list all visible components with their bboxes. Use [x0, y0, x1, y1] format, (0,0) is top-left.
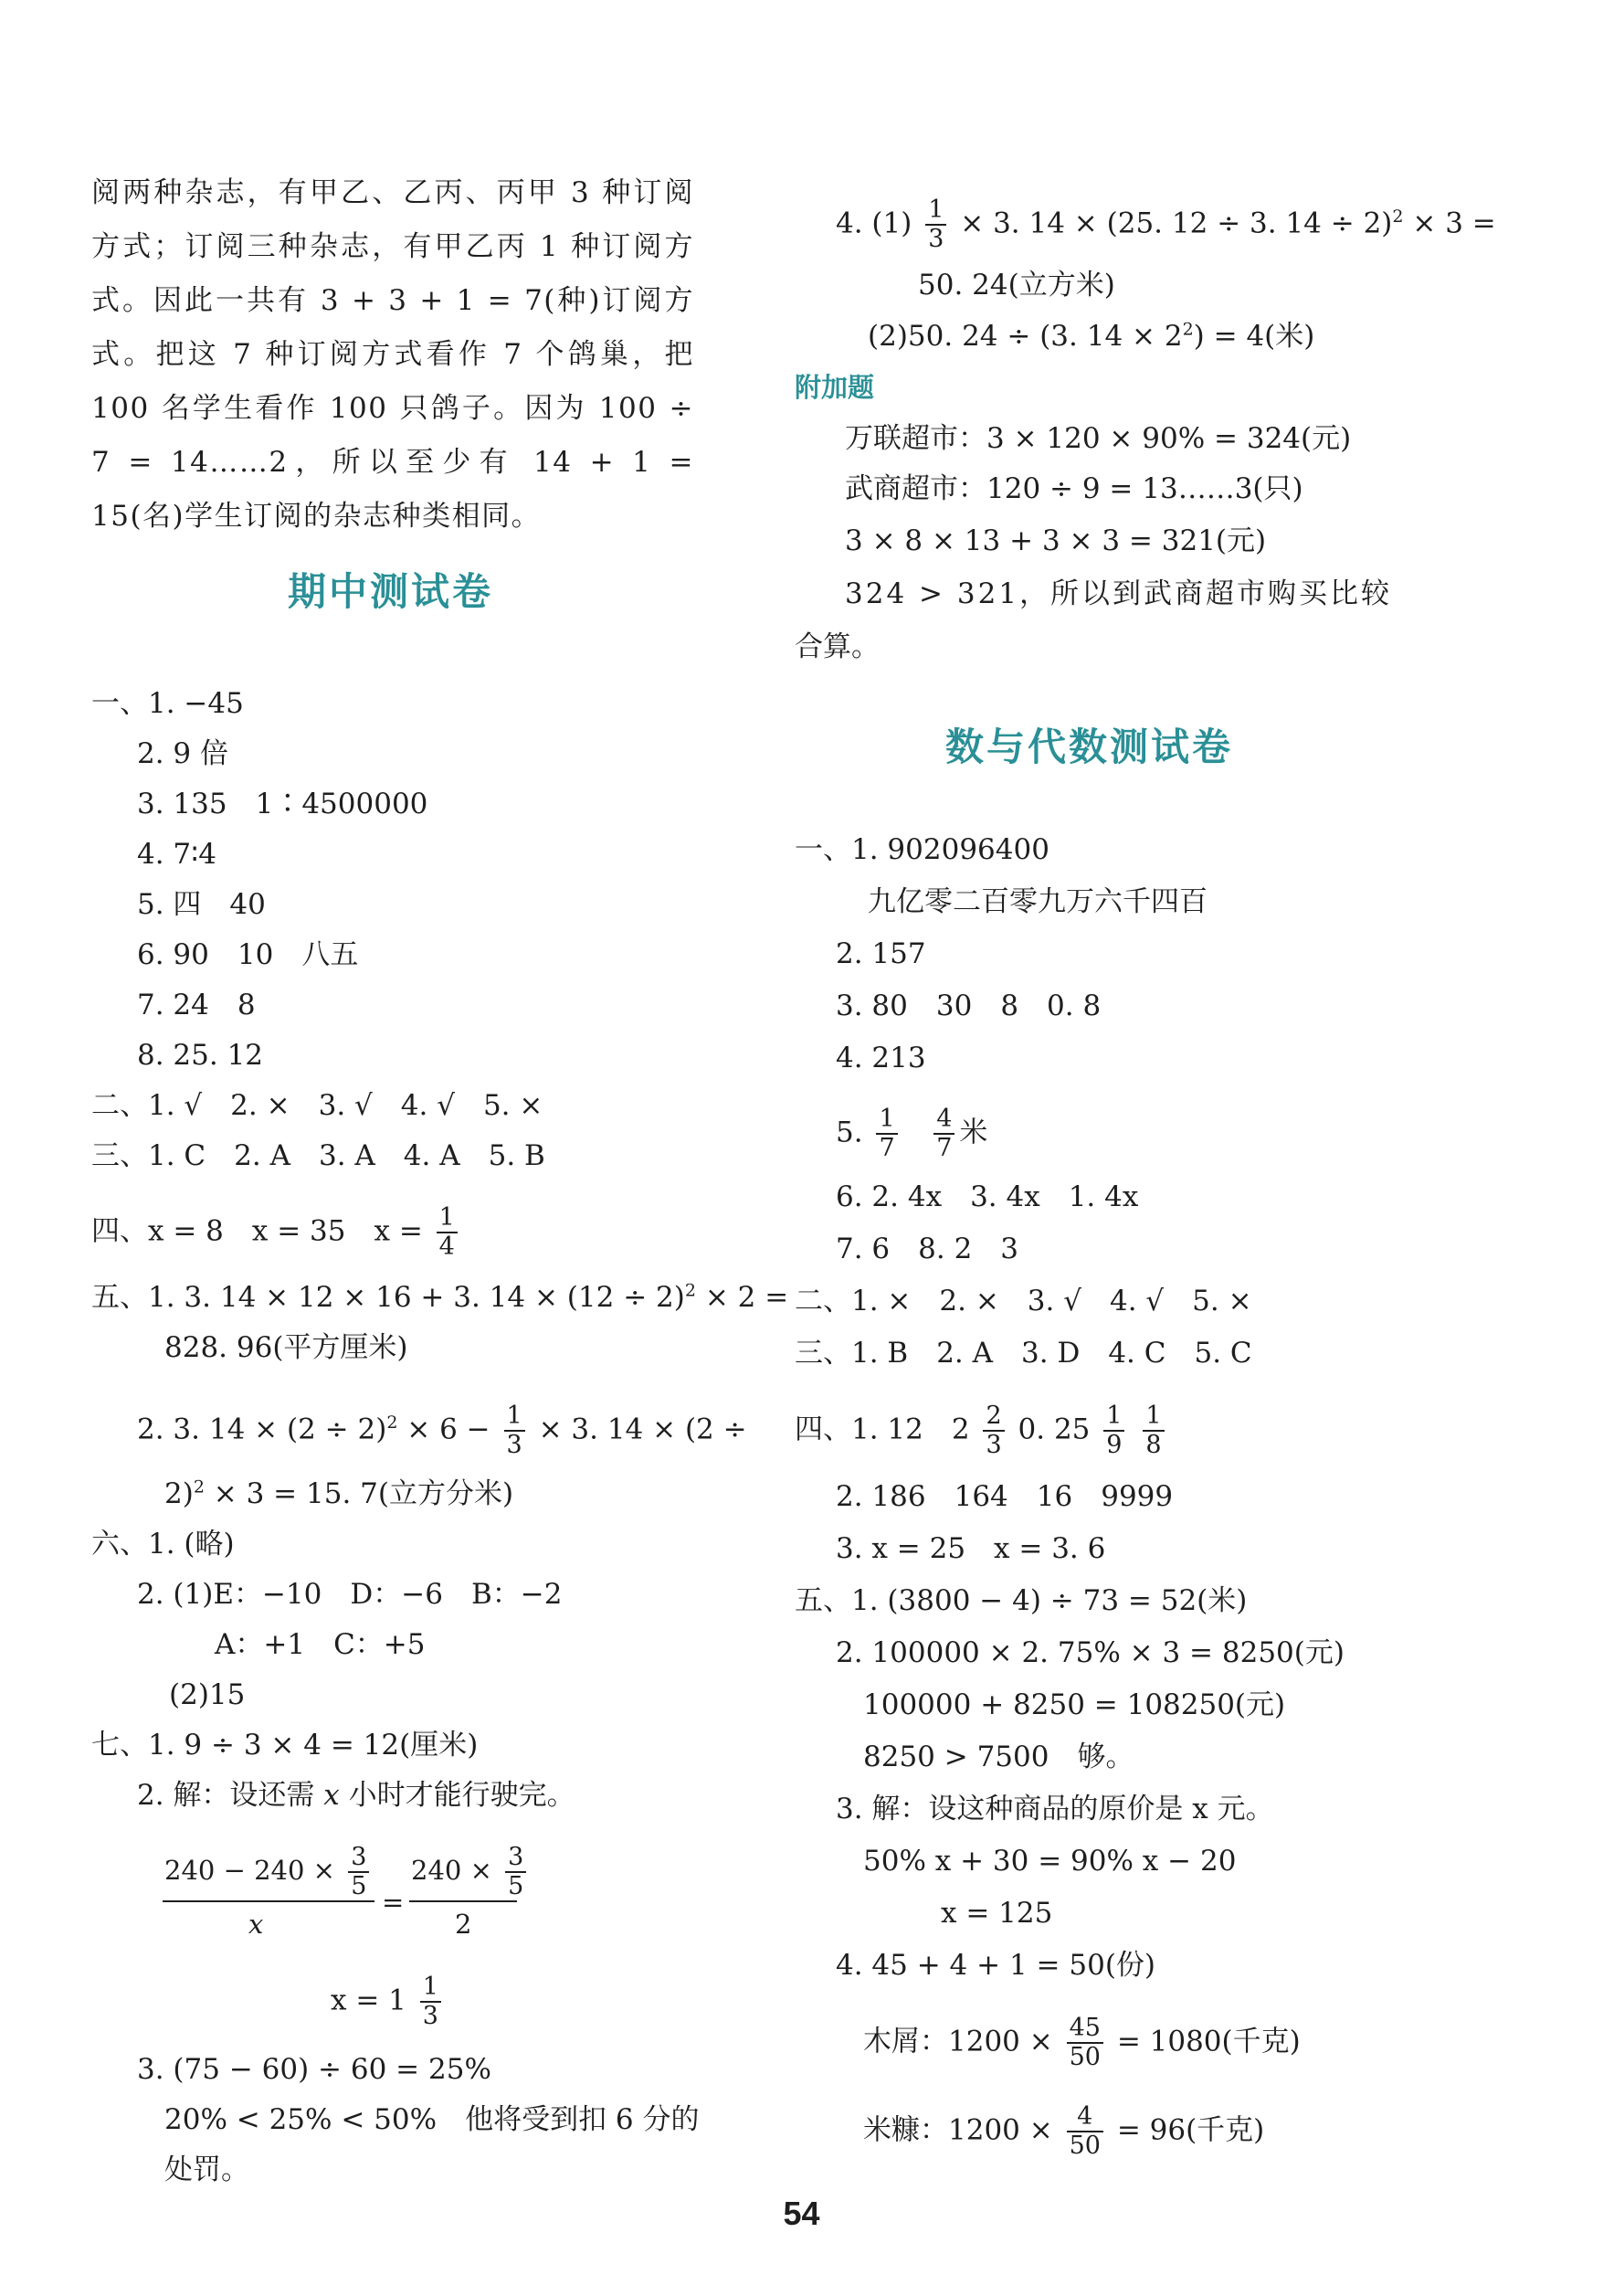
denominator: 7	[936, 1134, 953, 1162]
answer-line: 7. 24 8	[137, 989, 256, 1021]
answer-line: 一、1. 902096400	[795, 833, 1049, 866]
numerator: 4	[1067, 2103, 1103, 2132]
fraction	[1067, 2015, 1103, 2071]
midterm-title: 期中测试卷	[288, 569, 494, 614]
answer-line: 二、1. √ 2. × 3. √ 4. √ 5. ×	[91, 1089, 543, 1122]
answer-line: 处罚。	[164, 2153, 249, 2186]
exponent: 2	[193, 1476, 205, 1497]
answer-line: 武商超市：120 ÷ 9 = 13……3(只)	[845, 472, 1303, 505]
equation-text: 四、1. 12 2	[795, 1413, 970, 1446]
answer-line: 七、1. 9 ÷ 3 × 4 = 12(厘米)	[91, 1729, 479, 1762]
answer-line: 二、1. × 2. × 3. √ 4. √ 5. ×	[795, 1285, 1252, 1317]
answer-line: (2)15	[169, 1678, 246, 1711]
fraction	[1143, 1402, 1164, 1459]
answer-line	[91, 1279, 788, 1316]
fraction	[1103, 1402, 1124, 1459]
fraction	[1067, 2103, 1103, 2160]
denominator: 3	[928, 225, 944, 253]
equation-text: 米糠：1200 ×	[863, 2113, 1053, 2147]
equals-sign: =	[382, 1887, 405, 1918]
equation-text: 木屑：1200 ×	[863, 2025, 1053, 2058]
equation-text: ) = 4(米)	[1193, 320, 1315, 353]
equation-text: 240 ×	[411, 1855, 492, 1886]
denominator: 3	[506, 1431, 522, 1459]
exponent: 2	[684, 1280, 696, 1301]
numerator: 3	[348, 1844, 369, 1873]
equation-text: (2)50. 24 ÷ (3. 14 × 2	[868, 320, 1183, 353]
answer-line: 324 > 321，所以到武商超市购买比较	[845, 577, 1393, 610]
numerator: 2	[983, 1402, 1004, 1432]
answer-line	[795, 1402, 1169, 1459]
denominator: 50	[1069, 2132, 1101, 2160]
numerator: 4	[933, 1106, 954, 1135]
answer-line: 2. 186 164 16 9999	[836, 1480, 1174, 1513]
equation-text: × 3 = 15. 7(立方分米)	[213, 1477, 514, 1510]
answer-line	[836, 196, 1496, 253]
left-denominator: x	[248, 1909, 264, 1940]
answer-line: 五、1. (3800 − 4) ÷ 73 = 52(米)	[795, 1584, 1248, 1617]
denominator: 4	[438, 1233, 455, 1261]
fraction	[876, 1106, 897, 1162]
variable: x	[323, 1779, 340, 1812]
equation-text: × 3. 14 × (2 ÷	[538, 1413, 747, 1446]
equation-text: 2. 解：设还需	[137, 1779, 324, 1812]
extra-problem-heading: 附加题	[795, 372, 875, 403]
exponent: 2	[386, 1413, 398, 1434]
answer-line: 3. 135 1∶4500000	[137, 788, 428, 820]
continued-paragraph: 阅两种杂志，有甲乙、乙丙、丙甲 3 种订阅方式；订阅三种杂志，有甲乙丙 1 种订阅方式。因此一共有 3 + 3 + 1 = 7(种)订阅方式。把这 7 种订阅方式看作 7 个鸽巢，把 100 名学生看作 100 只鸽子。因为 100 ÷ 7 = 14……2，所以至少有 14 + 1 = 15(名)学生订阅的杂志种类相同。	[91, 176, 694, 533]
answer-line: 7. 6 8. 2 3	[836, 1233, 1019, 1265]
answer-line	[137, 1777, 575, 1814]
numerator: 1	[437, 1204, 458, 1233]
answer-line: 5. 四 40	[137, 888, 266, 921]
equation-text: = 96(千克)	[1116, 2113, 1265, 2147]
equation-text: × 2 =	[704, 1281, 789, 1314]
equation-text: 240 − 240 ×	[164, 1855, 335, 1886]
algebra-test-title: 数与代数测试卷	[945, 725, 1234, 769]
answer-line	[331, 1973, 446, 2030]
numerator: 3	[505, 1844, 526, 1873]
denominator: 9	[1106, 1431, 1123, 1459]
denominator: 3	[986, 1431, 1002, 1459]
answer-line: 828. 96(平方厘米)	[164, 1331, 408, 1364]
fraction	[420, 1973, 441, 2030]
equation-text: × 3. 14 × (25. 12 ÷ 3. 14 ÷ 2)	[960, 206, 1393, 240]
answer-line: 3. 解：设这种商品的原价是 x 元。	[836, 1793, 1274, 1825]
equation-text: 0. 25	[1018, 1413, 1091, 1446]
equation-text: 小时才能行驶完。	[339, 1779, 575, 1812]
answer-line: 2. 100000 × 2. 75% × 3 = 8250(元)	[836, 1636, 1345, 1669]
answer-line: 2. 9 倍	[137, 737, 229, 770]
fraction	[348, 1844, 369, 1900]
answer-line: 三、1. B 2. A 3. D 4. C 5. C	[795, 1337, 1252, 1370]
fraction-bar	[409, 1900, 517, 1902]
answer-line: 一、1. −45	[91, 687, 244, 720]
answer-line: 3. (75 − 60) ÷ 60 = 25%	[137, 2053, 491, 2086]
numerator: 1	[876, 1106, 897, 1135]
numerator: 1	[1103, 1402, 1124, 1432]
answer-line	[164, 1476, 513, 1512]
answer-line: 8. 25. 12	[137, 1039, 264, 1072]
answer-line: 50% x + 30 = 90% x − 20	[863, 1845, 1237, 1878]
answer-line: 50. 24(立方米)	[918, 269, 1115, 302]
denominator: 3	[422, 2002, 438, 2030]
answer-line	[863, 2015, 1301, 2071]
section-label: 四、	[91, 1214, 148, 1248]
unit: 米	[959, 1116, 988, 1149]
denominator: 7	[879, 1134, 895, 1162]
answer-line: 6. 2. 4x 3. 4x 1. 4x	[836, 1180, 1139, 1213]
answer-line: 100000 + 8250 = 108250(元)	[863, 1688, 1286, 1721]
answer-line: 万联超市：3 × 120 × 90% = 324(元)	[845, 422, 1352, 455]
answer-line: 4. 213	[836, 1042, 926, 1074]
fraction	[504, 1402, 525, 1459]
fraction	[983, 1402, 1004, 1459]
denominator: 8	[1145, 1431, 1162, 1459]
equation-text: × 6 −	[406, 1413, 490, 1446]
answer-line: 3. 80 30 8 0. 8	[836, 989, 1102, 1022]
equation-text: 4. (1)	[836, 206, 912, 240]
answer-line: A：+1 C：+5	[215, 1628, 426, 1661]
answer-line: 6. 90 10 八五	[137, 938, 359, 971]
equation-text: 五、1. 3. 14 × 12 × 16 + 3. 14 × (12 ÷ 2)	[91, 1281, 685, 1314]
fraction-bar	[163, 1900, 374, 1902]
answer-line	[137, 1402, 747, 1459]
answer-line	[868, 318, 1314, 354]
denominator: 5	[508, 1872, 524, 1900]
answer-line: 20% < 25% < 50% 他将受到扣 6 分的	[164, 2103, 700, 2136]
numerator: 1	[925, 196, 946, 226]
exponent: 2	[1182, 319, 1194, 340]
answer-line	[836, 1106, 987, 1162]
answer-line: 2. (1)E：−10 D：−6 B：−2	[137, 1578, 563, 1611]
answer-line: 三、1. C 2. A 3. A 4. A 5. B	[91, 1139, 545, 1172]
answer-line: 3. x = 25 x = 3. 6	[836, 1532, 1106, 1565]
fraction	[437, 1204, 458, 1261]
answer-line: x = 125	[941, 1897, 1053, 1930]
numerator: 45	[1067, 2015, 1103, 2044]
answer-line: 4. 45 + 4 + 1 = 50(份)	[836, 1949, 1156, 1982]
answer-line-equations	[91, 1204, 462, 1261]
denominator: 5	[351, 1872, 367, 1900]
equation-text: x = 8 x = 35 x =	[148, 1214, 423, 1248]
fraction	[925, 196, 946, 253]
equation-text: x = 1	[331, 1984, 406, 2017]
answer-line: 合算。	[795, 630, 880, 663]
numerator: 1	[1143, 1402, 1164, 1432]
denominator: 50	[1069, 2043, 1101, 2071]
equation-text: 2. 3. 14 × (2 ÷ 2)	[137, 1413, 387, 1446]
fraction	[933, 1106, 954, 1162]
exponent: 2	[1392, 206, 1404, 227]
equation-text: 2)	[164, 1477, 194, 1510]
answer-line: 六、1. (略)	[91, 1528, 235, 1561]
equation-text: × 3 =	[1412, 206, 1496, 240]
numerator: 1	[420, 1973, 441, 2003]
fraction	[505, 1844, 526, 1900]
answer-line	[863, 2103, 1264, 2160]
equation-text: 5.	[836, 1116, 863, 1149]
numerator: 1	[504, 1402, 525, 1432]
right-numerator	[411, 1844, 531, 1900]
answer-line: 2. 157	[836, 937, 926, 970]
answer-line: 3 × 8 × 13 + 3 × 3 = 321(元)	[845, 524, 1267, 557]
equation-text: = 1080(千克)	[1116, 2025, 1301, 2058]
answer-line: 4. 7∶4	[137, 838, 216, 871]
page-number: 54	[783, 2195, 820, 2232]
left-numerator	[164, 1844, 374, 1900]
answer-line: 九亿零二百零九万六千四百	[868, 885, 1208, 918]
right-denominator: 2	[455, 1909, 472, 1940]
answer-line: 8250 > 7500 够。	[863, 1741, 1134, 1773]
